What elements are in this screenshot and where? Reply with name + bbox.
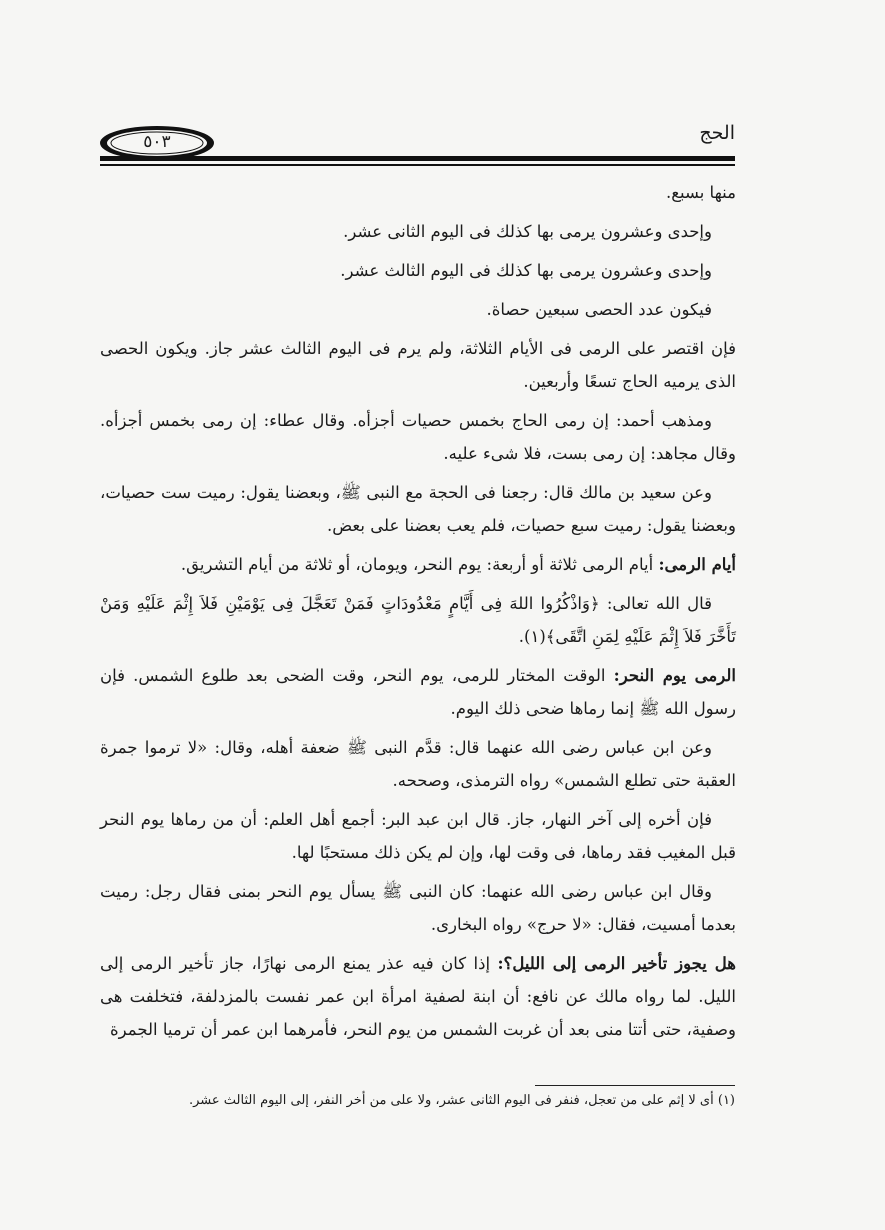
page-body [100, 176, 736, 1052]
paragraph-text: ومذهب أحمد: إن رمى الحاج بخمس حصيات أجزأه. وقال عطاء: إن رمى بخمس أجزأه. وقال مجاهد: إن رمى بست، فلا شىء عليه. [100, 411, 736, 463]
paragraph [100, 587, 736, 653]
paragraph-text: وإحدى وعشرون يرمى بها كذلك فى اليوم الثانى عشر. [343, 222, 712, 241]
paragraph [100, 176, 736, 209]
paragraph-text: فإن اقتصر على الرمى فى الأيام الثلاثة، ولم يرم فى اليوم الثالث عشر جاز. ويكون الحصى الذى يرميه الحاج تسعًا وأربعين. [100, 339, 736, 391]
paragraph [100, 731, 736, 797]
paragraph-text: أيام الرمى ثلاثة أو أربعة: يوم النحر، ويومان، أو ثلاثة من أيام التشريق. [180, 555, 654, 574]
paragraph [100, 215, 736, 248]
paragraph-text: فإن أخره إلى آخر النهار، جاز. قال ابن عبد البر: أجمع أهل العلم: أن من رماها يوم النحر قبل المغيب فقد رماها، فى وقت لها، وإن لم يكن ذلك مستحبًا لها. [100, 810, 736, 862]
paragraph-text: وإحدى وعشرون يرمى بها كذلك فى اليوم الثالث عشر. [340, 261, 712, 280]
section-lead: الرمى يوم النحر: [613, 666, 736, 685]
page-number: ٥٠٣ [143, 132, 171, 152]
paragraph-text: وعن ابن عباس رضى الله عنهما قال: قدَّم النبى ﷺ ضعفة أهله، وقال: «لا ترموا جمرة العقبة حتى تطلع الشمس» رواه الترمذى، وصححه. [100, 738, 736, 790]
paragraph [100, 548, 736, 581]
paragraph-text: الوقت المختار للرمى، يوم النحر، وقت الضحى بعد طلوع الشمس. فإن رسول الله ﷺ إنما رماها ضحى ذلك اليوم. [100, 666, 736, 718]
paragraph [100, 254, 736, 287]
paragraph-text: وعن سعيد بن مالك قال: رجعنا فى الحجة مع النبى ﷺ، وبعضنا يقول: رميت ست حصيات، وبعضنا يقول: رميت سبع حصيات، فلم يعب بعضنا على بعض. [100, 483, 736, 535]
paragraph [100, 404, 736, 470]
paragraph-text: وقال ابن عباس رضى الله عنهما: كان النبى ﷺ يسأل يوم النحر بمنى فقال رجل: رميت بعدما أمسيت، فقال: «لا حرج» رواه البخارى. [100, 882, 736, 934]
paragraph-text: قال الله تعالى: ﴿وَاذْكُرُوا اللهَ فِى أَيَّامٍ مَعْدُودَاتٍ فَمَنْ تَعَجَّلَ فِى يَوْمَيْنِ فَلاَ إِثْمَ عَلَيْهِ وَمَنْ تَأَخَّرَ فَلاَ إِثْمَ عَلَيْهِ لِمَنِ اتَّقَى﴾(١). [100, 594, 736, 646]
footnote-rule [535, 1085, 735, 1086]
section-lead: هل يجوز تأخير الرمى إلى الليل؟: [497, 954, 736, 973]
paragraph [100, 332, 736, 398]
paragraph [100, 476, 736, 542]
header-rule-thin [100, 164, 735, 166]
paragraph-text: منها بسبع. [665, 183, 736, 202]
chapter-title: الحج [699, 122, 735, 144]
section-lead: أيام الرمى: [658, 555, 736, 574]
paragraph-text: إذا كان فيه عذر يمنع الرمى نهارًا، جاز تأخير الرمى إلى الليل. لما رواه مالك عن نافع: أن ابنة لصفية امرأة ابن عمر نفست بالمزدلفة، فتخلفت هى وصفية، حتى أتتا منى بعد أن غربت الشمس من يوم النحر، فأمرهما ابن عمر أن ترميا الجمرة [100, 954, 736, 1039]
paragraph [100, 875, 736, 941]
paragraph-text: فيكون عدد الحصى سبعين حصاة. [486, 300, 712, 319]
paragraph [100, 947, 736, 1046]
paragraph [100, 659, 736, 725]
footnote: (١) أى لا إثم على من تعجل، فنفر فى اليوم الثانى عشر، ولا على من أخر النفر، إلى اليوم الثالث عشر. [189, 1093, 735, 1108]
paragraph [100, 803, 736, 869]
paragraph [100, 293, 736, 326]
header-rule-thick [100, 156, 735, 161]
